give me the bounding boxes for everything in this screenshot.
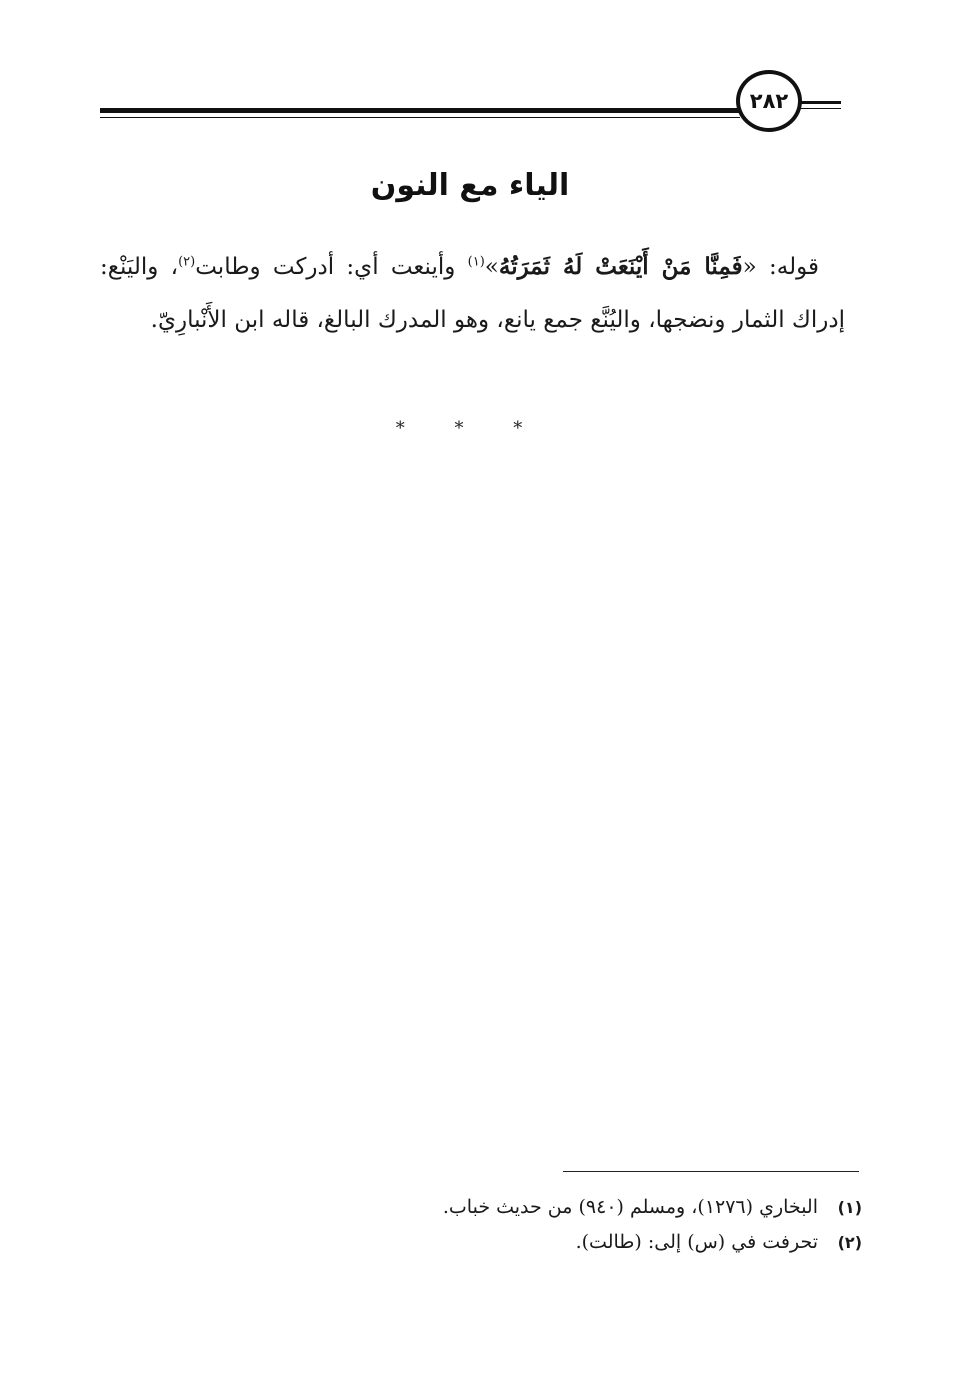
- page-number-badge: [736, 70, 802, 132]
- footnote-text: تحرفت في (س) إلى: (طالت).: [575, 1231, 818, 1253]
- footnote-ref-1[interactable]: (١): [467, 254, 485, 270]
- header-rule-thin: [100, 117, 740, 118]
- entry-lead: قوله: «: [742, 254, 819, 280]
- chapter-title: الياء مع النون: [370, 168, 570, 203]
- header-rule-right-thin: [800, 108, 841, 109]
- entry-paragraph: [100, 240, 845, 347]
- footnote-2: [100, 1225, 862, 1260]
- footnote-1: [100, 1190, 862, 1225]
- footnotes: [100, 1190, 862, 1260]
- footnote-marker: (١): [837, 1198, 862, 1217]
- header-rule-right-thick: [800, 101, 841, 104]
- footnote-ref-2[interactable]: (٢): [178, 254, 196, 270]
- footnote-text: البخاري (١٢٧٦)، ومسلم (٩٤٠) من حديث خباب.: [442, 1196, 818, 1218]
- section-separator: * * *: [395, 418, 545, 439]
- page-number: ٢٨٢: [749, 89, 789, 113]
- entry-text-part1: وأينعت أي: أدركت وطابت: [195, 254, 468, 280]
- entry-close-quote: »: [484, 254, 499, 280]
- footnote-marker: (٢): [837, 1233, 862, 1252]
- header-rule-thick: [100, 108, 740, 113]
- entry-text-part2: ، واليَنْع: إدراك الثمار ونضجها، واليُنَّع جمع يانع، وهو المدرك البالغ، قاله ابن الأَنْبارِيّ.: [100, 254, 845, 333]
- entry-body: [100, 240, 845, 347]
- quran-quote: فَمِنَّا مَنْ أَيْنَعَتْ لَهُ ثَمَرَتُهُ: [498, 253, 743, 280]
- footnote-divider: [563, 1171, 859, 1172]
